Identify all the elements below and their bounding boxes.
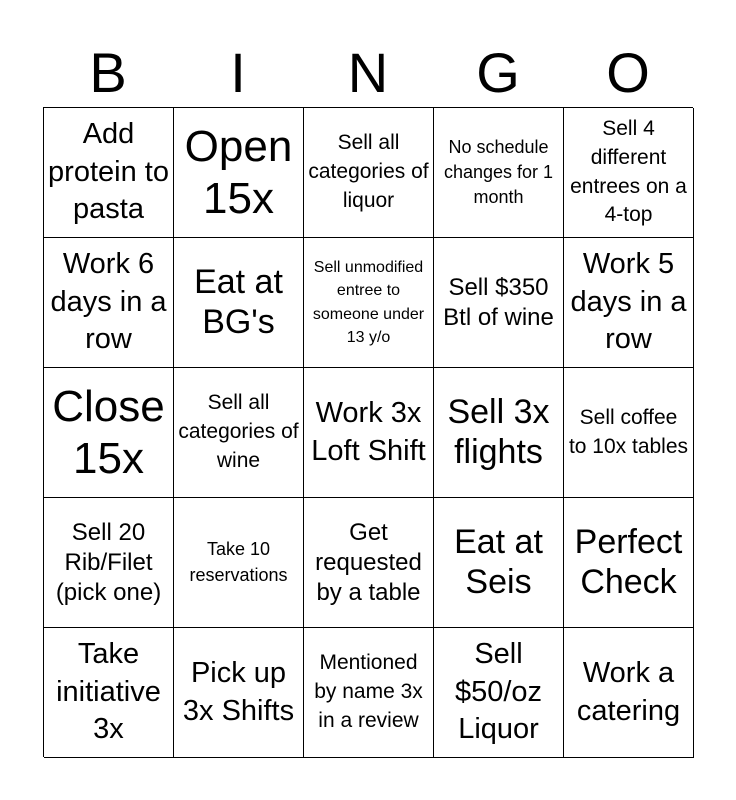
bingo-cell[interactable]: Sell all categories of wine — [174, 368, 304, 498]
header-letter-i: I — [230, 41, 246, 104]
bingo-cell[interactable]: Work a catering — [564, 628, 694, 758]
bingo-cell[interactable]: Work 6 days in a row — [44, 238, 174, 368]
bingo-cell[interactable]: Sell $50/oz Liquor — [434, 628, 564, 758]
bingo-cell[interactable]: Close 15x — [44, 368, 174, 498]
bingo-cell[interactable]: Sell all categories of liquor — [304, 108, 434, 238]
bingo-cell[interactable]: Eat at BG's — [174, 238, 304, 368]
bingo-cell[interactable]: Sell $350 Btl of wine — [434, 238, 564, 368]
header-letter-b: B — [89, 41, 127, 104]
bingo-cell[interactable]: Work 3x Loft Shift — [304, 368, 434, 498]
header-letter-n: N — [347, 41, 389, 104]
bingo-cell[interactable]: Eat at Seis — [434, 498, 564, 628]
header-letter-g: G — [476, 41, 520, 104]
bingo-cell[interactable]: Sell coffee to 10x tables — [564, 368, 694, 498]
header-letter-o: O — [606, 41, 650, 104]
bingo-cell[interactable]: Perfect Check — [564, 498, 694, 628]
bingo-cell[interactable]: Sell 20 Rib/Filet (pick one) — [44, 498, 174, 628]
bingo-board — [43, 107, 693, 757]
bingo-header — [43, 38, 693, 108]
bingo-cell[interactable]: Work 5 days in a row — [564, 238, 694, 368]
bingo-cell[interactable]: Sell 4 different entrees on a 4-top — [564, 108, 694, 238]
bingo-cell[interactable]: Pick up 3x Shifts — [174, 628, 304, 758]
bingo-cell[interactable]: Add protein to pasta — [44, 108, 174, 238]
bingo-cell[interactable]: Sell unmodified entree to someone under 13 y/o — [304, 238, 434, 368]
bingo-cell[interactable]: Take 10 reservations — [174, 498, 304, 628]
bingo-cell[interactable]: No schedule changes for 1 month — [434, 108, 564, 238]
bingo-cell[interactable]: Take initiative 3x — [44, 628, 174, 758]
bingo-cell[interactable]: Mentioned by name 3x in a review — [304, 628, 434, 758]
bingo-cell[interactable]: Sell 3x flights — [434, 368, 564, 498]
bingo-cell[interactable]: Open 15x — [174, 108, 304, 238]
bingo-cell[interactable]: Get requested by a table — [304, 498, 434, 628]
